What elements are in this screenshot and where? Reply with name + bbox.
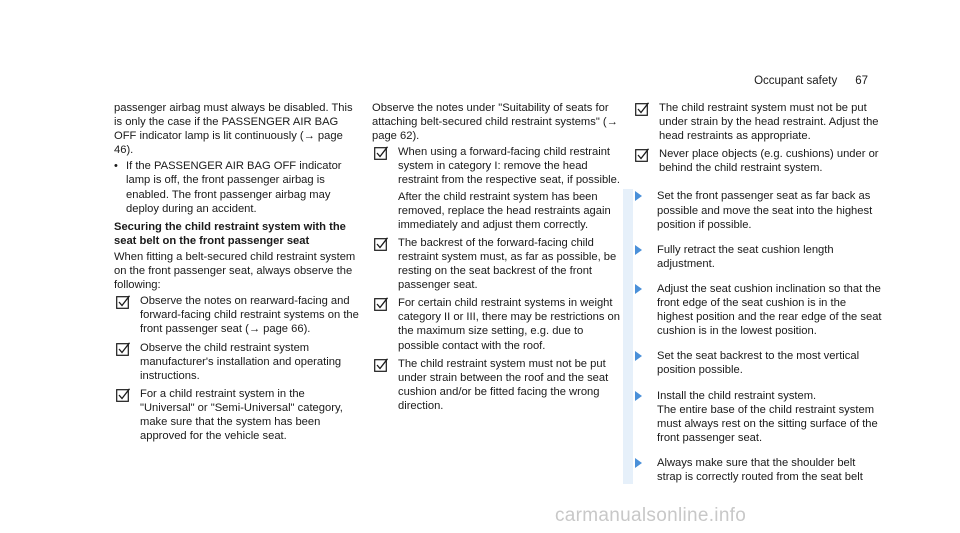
- checkbox-icon: [635, 102, 649, 116]
- watermark: carmanualsonline.info: [555, 505, 747, 526]
- column-1: [114, 101, 360, 447]
- checkbox-icon: [116, 342, 130, 356]
- instruction-step: [633, 282, 883, 338]
- checkbox-icon: [374, 297, 388, 311]
- checkbox-icon: [116, 295, 130, 309]
- check-item: [372, 357, 624, 413]
- step-arrow-icon: [635, 284, 642, 294]
- instruction-steps: [623, 189, 883, 484]
- step-arrow-icon: [635, 391, 642, 401]
- instruction-step: [633, 189, 883, 231]
- bullet-item: [114, 159, 360, 215]
- check-text: When using a forward-facing child restraint system in category I: remove the head restraint from the respective seat, if possible.: [398, 146, 620, 187]
- checkbox-icon: [635, 148, 649, 162]
- step-arrow-icon: [635, 191, 642, 201]
- check-text: The backrest of the forward-facing child restraint system must, as far as possible, be resting on the seat backrest of the front passenger seat.: [398, 236, 617, 292]
- bullet-text: If the PASSENGER AIR BAG OFF indicator lamp is off, the front passenger airbag is enabled. The front passenger airbag may deploy during an accident.: [126, 160, 342, 215]
- step-text: Install the child restraint system.: [657, 389, 817, 402]
- check-item: [633, 101, 883, 143]
- section-title: Occupant safety: [754, 75, 838, 87]
- instruction-step: [633, 456, 883, 484]
- step-text: Fully retract the seat cushion length adjustment.: [657, 243, 834, 270]
- check-item: [372, 296, 624, 352]
- check-item: [372, 145, 624, 232]
- check-text: Observe the notes on rearward-facing and forward-facing child restraint systems on the front passenger seat (→ page 66).: [140, 295, 359, 336]
- instruction-step: [633, 349, 883, 377]
- checkbox-icon: [374, 358, 388, 372]
- check-text: The child restraint system must not be put under strain between the roof and the seat cushion and/or be fitted facing the wrong direction.: [398, 357, 609, 412]
- page-number: 67: [855, 75, 868, 87]
- step-arrow-icon: [635, 351, 642, 361]
- step-arrow-icon: [635, 245, 642, 255]
- step-followup: The entire base of the child restraint system must always rest on the sitting surface of the front passenger seat.: [657, 403, 878, 444]
- bullet-icon: •: [114, 160, 118, 173]
- check-item: [114, 387, 360, 443]
- instruction-step: [633, 243, 883, 271]
- check-text: For a child restraint system in the "Universal" or "Semi-Universal" category, make sure that the system has been approved for the vehicle seat.: [140, 387, 343, 443]
- instruction-step: [633, 389, 883, 445]
- check-followup: After the child restraint system has been removed, replace the head restraints again immediately and adjust them correctly.: [398, 190, 611, 231]
- checkbox-icon: [374, 146, 388, 160]
- paragraph: Observe the notes under "Suitability of seats for attaching belt-secured child restraint systems" (→ page 62).: [372, 102, 618, 143]
- check-item: [114, 294, 360, 336]
- step-text: Always make sure that the shoulder belt strap is correctly routed from the seat belt: [657, 456, 863, 483]
- step-text: Set the seat backrest to the most vertical position possible.: [657, 350, 860, 377]
- paragraph: When fitting a belt-secured child restraint system on the front passenger seat, always observe the following:: [114, 250, 356, 292]
- section-heading: Securing the child restraint system with the seat belt on the front passenger seat: [114, 220, 346, 247]
- check-text: Never place objects (e.g. cushions) under or behind the child restraint system.: [659, 148, 879, 175]
- step-arrow-icon: [635, 458, 642, 468]
- column-2: [372, 101, 624, 417]
- check-text: For certain child restraint systems in weight category II or III, there may be restrictions on the maximum size setting, e.g. due to possible contact with the roof.: [398, 297, 620, 352]
- check-item: [633, 147, 883, 175]
- check-item: [114, 341, 360, 383]
- step-text: Adjust the seat cushion inclination so that the front edge of the seat cushion is in the highest position and the rear edge of the seat cushion is in the lowest position.: [657, 282, 882, 338]
- check-item: [372, 236, 624, 292]
- checkbox-icon: [116, 388, 130, 402]
- step-text: Set the front passenger seat as far back as possible and move the seat into the highest position if possible.: [657, 190, 873, 231]
- check-text: Observe the child restraint system manufacturer's installation and operating instructions.: [140, 341, 342, 382]
- page-header: [754, 75, 868, 87]
- checkbox-icon: [374, 237, 388, 251]
- paragraph: passenger airbag must always be disabled. This is only the case if the PASSENGER AIR BAG OFF indicator lamp is lit continuously (→ page 46).: [114, 102, 353, 157]
- column-3: [633, 101, 883, 484]
- check-text: The child restraint system must not be put under strain by the head restraint. Adjust the head restraints as appropriate.: [659, 102, 879, 143]
